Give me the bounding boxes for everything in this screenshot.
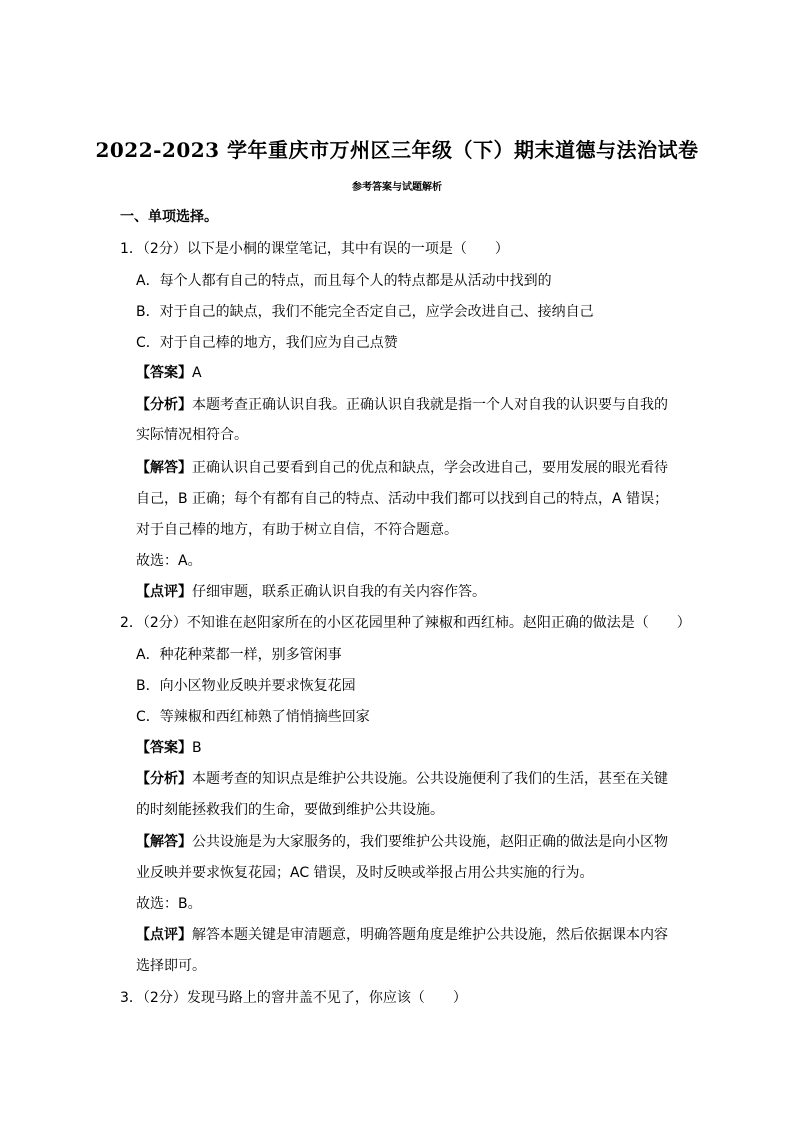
q1-stem: 1．（2分）以下是小桐的课堂笔记，其中有误的一项是（ ） [120,241,509,257]
q2-solution-line2: 业反映并要求恢复花园；AC 错误，及时反映或举报占用公共实施的行为。 [136,865,594,881]
comment-text: 解答本题关键是审清题意，明确答题角度是维护公共设施，然后依据课本内容 [192,927,668,943]
solution-text: 公共设施是为大家服务的，我们要维护公共设施，赵阳正确的做法是向小区物 [192,834,668,850]
answer-value: B [192,740,202,756]
analysis-tag: 【分析】 [136,397,192,413]
analysis-tag: 【分析】 [136,771,192,787]
answer-value: A [192,365,202,381]
q2-comment-line2: 选择即可。 [136,958,206,974]
q1-analysis-line2: 实际情况相符合。 [136,427,248,443]
solution-tag: 【解答】 [136,834,192,850]
q1-comment [136,583,486,601]
analysis-text: 本题考查正确认识自我。正确认识自我就是指一个人对自我的认识要与自我的 [192,397,668,413]
q2-analysis-line2: 的时刻能拯救我们的生命，要做到维护公共设施。 [136,802,444,818]
page-subtitle: 参考答案与试题解析 [352,182,442,193]
q1-option-b: B．对于自己的缺点，我们不能完全否定自己，应学会改进自己、接纳自己 [136,304,594,320]
q2-solution-line1 [136,833,668,851]
q1-solution-line2: 自己，B 正确；每个有都有自己的特点、活动中我们都可以找到自己的特点，A 错误； [136,491,669,507]
q2-option-b: B．向小区物业反映并要求恢复花园 [136,678,356,694]
q1-option-a: A．每个人都有自己的特点，而且每个人的特点都是从活动中找到的 [136,273,552,289]
answer-tag: 【答案】 [136,365,192,381]
q1-solution-line1 [136,459,668,477]
q2-option-c: C．等辣椒和西红柿熟了悄悄摘些回家 [136,709,370,725]
comment-tag: 【点评】 [136,927,192,943]
q1-choice: 故选：A。 [136,553,202,569]
q1-answer [136,364,202,382]
q2-answer [136,739,202,757]
page-title: 2022-2023 学年重庆市万州区三年级（下）期末道德与法治试卷 [95,138,699,162]
q1-solution-line3: 对于自己棒的地方，有助于树立自信，不符合题意。 [136,522,458,538]
q3-stem: 3．（2分）发现马路上的窨井盖不见了，你应该（ ） [120,990,467,1006]
comment-tag: 【点评】 [136,584,192,600]
q2-stem: 2．（2分）不知谁在赵阳家所在的小区花园里种了辣椒和西红柿。赵阳正确的做法是（ ） [120,615,691,631]
section-heading: 一、单项选择。 [120,209,218,225]
comment-text: 仔细审题，联系正确认识自我的有关内容作答。 [192,584,486,600]
solution-text: 正确认识自己要看到自己的优点和缺点，学会改进自己，要用发展的眼光看待 [192,460,668,476]
q2-comment-line1 [136,926,668,944]
solution-tag: 【解答】 [136,460,192,476]
q1-option-c: C．对于自己棒的地方，我们应为自己点赞 [136,335,398,351]
q2-option-a: A．种花种菜都一样，别多管闲事 [136,647,342,663]
q2-analysis-line1 [136,770,668,788]
q2-choice: 故选：B。 [136,896,202,912]
q1-analysis-line1 [136,396,668,414]
analysis-text: 本题考查的知识点是维护公共设施。公共设施便利了我们的生活，甚至在关键 [192,771,668,787]
answer-tag: 【答案】 [136,740,192,756]
